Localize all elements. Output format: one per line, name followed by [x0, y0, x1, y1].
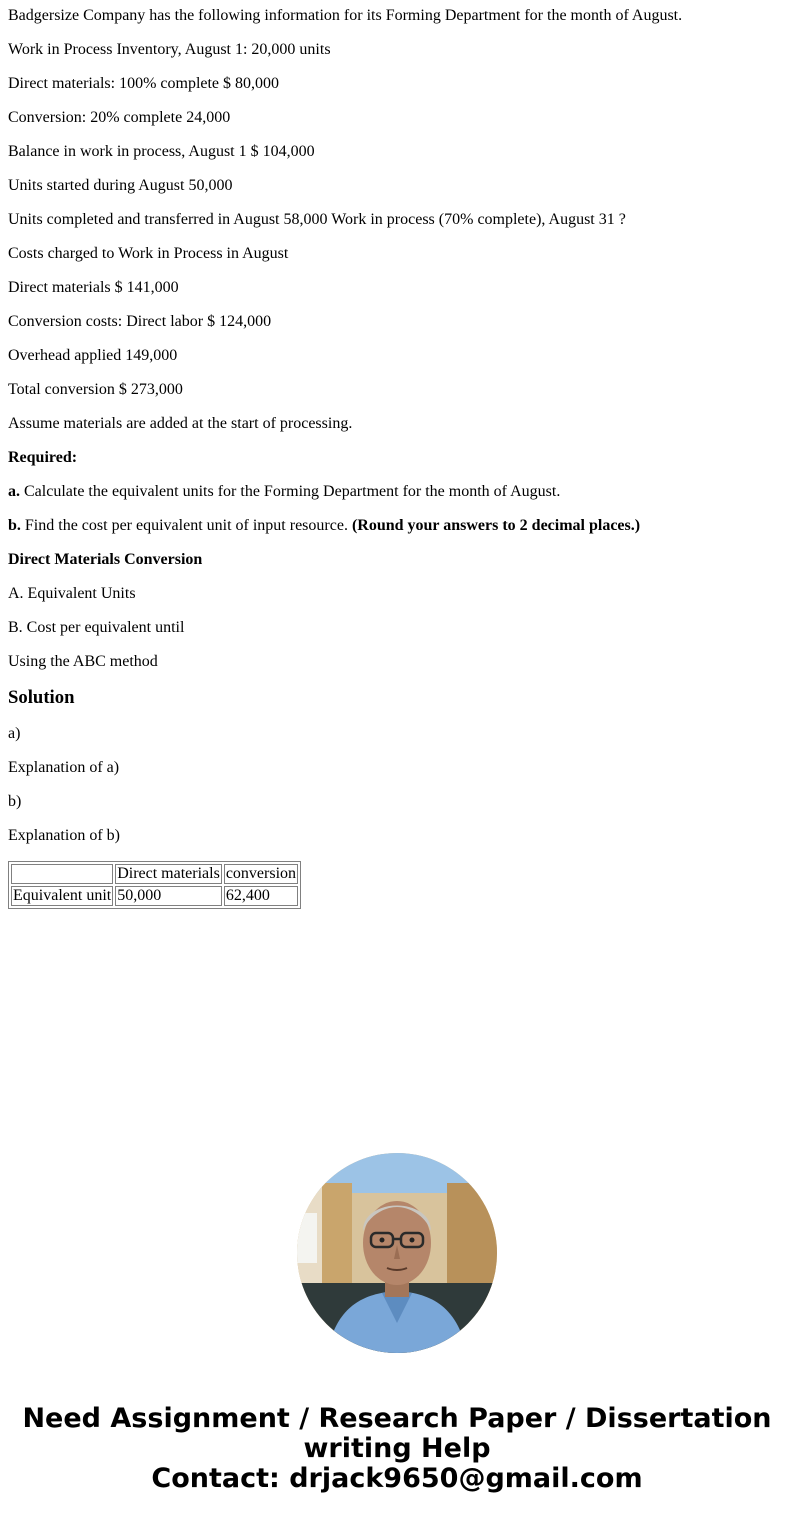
- table-cell: 62,400: [224, 886, 298, 906]
- part-b-body: Find the cost per equivalent unit of input resource.: [20, 517, 352, 534]
- direct-materials-cost-text: Direct materials $ 141,000: [8, 279, 179, 296]
- solution-b-label: b): [8, 793, 22, 810]
- row-b-text: B. Cost per equivalent until: [8, 619, 185, 636]
- table-header-cell: Direct materials: [117, 865, 220, 882]
- table-header-row: [11, 864, 298, 884]
- promo-banner: [0, 1404, 794, 1494]
- part-b-note: (Round your answers to 2 decimal places.): [351, 517, 641, 534]
- required-heading: [8, 449, 786, 467]
- wip-inventory-text: Work in Process Inventory, August 1: 20,000 units: [8, 41, 331, 58]
- solution-a-label: a): [8, 725, 21, 742]
- units-completed-text: Units completed and transferred in August 58,000 Work in process (70% complete), August 31 ?: [8, 211, 626, 228]
- assumption-text: Assume materials are added at the start of processing.: [8, 415, 353, 432]
- equivalent-units-table: [8, 861, 301, 909]
- table-cell: Equivalent unit: [13, 887, 112, 904]
- direct-materials-start-text: Direct materials: 100% complete $ 80,000: [8, 75, 280, 92]
- avatar: [297, 1153, 497, 1353]
- total-conversion-text: Total conversion $ 273,000: [8, 381, 183, 398]
- overhead-applied-text: Overhead applied 149,000: [8, 347, 178, 364]
- author-photo-block: [0, 1153, 794, 1353]
- document-body: [8, 0, 786, 909]
- columns-heading-label: Direct Materials Conversion: [8, 551, 203, 568]
- solution-heading: Solution: [8, 687, 75, 708]
- intro-text: Badgersize Company has the following information for its Forming Department for the month of August.: [8, 7, 683, 24]
- table-cell: 50,000: [115, 886, 222, 906]
- columns-heading: [8, 551, 786, 569]
- solution-a-explanation: Explanation of a): [8, 759, 120, 776]
- part-b-label: b.: [8, 517, 21, 534]
- part-a-body: Calculate the equivalent units for the Forming Department for the month of August.: [20, 483, 561, 500]
- author-photo: [297, 1153, 497, 1353]
- table-header-cell: conversion: [225, 865, 297, 882]
- costs-charged-text: Costs charged to Work in Process in August: [8, 245, 289, 262]
- promo-contact: Contact: drjack9650@gmail.com: [151, 1463, 643, 1494]
- conversion-labor-text: Conversion costs: Direct labor $ 124,000: [8, 313, 272, 330]
- table-row: [11, 886, 298, 906]
- row-a-text: A. Equivalent Units: [8, 585, 136, 602]
- promo-line: Need Assignment / Research Paper / Dissertation: [22, 1403, 772, 1434]
- part-a-text: [8, 483, 786, 501]
- method-text: Using the ABC method: [8, 653, 158, 670]
- part-b-text: [8, 517, 786, 535]
- conversion-start-text: Conversion: 20% complete 24,000: [8, 109, 231, 126]
- solution-b-explanation: Explanation of b): [8, 827, 120, 844]
- table-header-cell: [11, 864, 113, 884]
- part-a-label: a.: [8, 483, 20, 500]
- units-started-text: Units started during August 50,000: [8, 177, 233, 194]
- required-label: Required:: [8, 449, 78, 466]
- promo-line: writing Help: [303, 1433, 491, 1464]
- balance-wip-text: Balance in work in process, August 1 $ 104,000: [8, 143, 315, 160]
